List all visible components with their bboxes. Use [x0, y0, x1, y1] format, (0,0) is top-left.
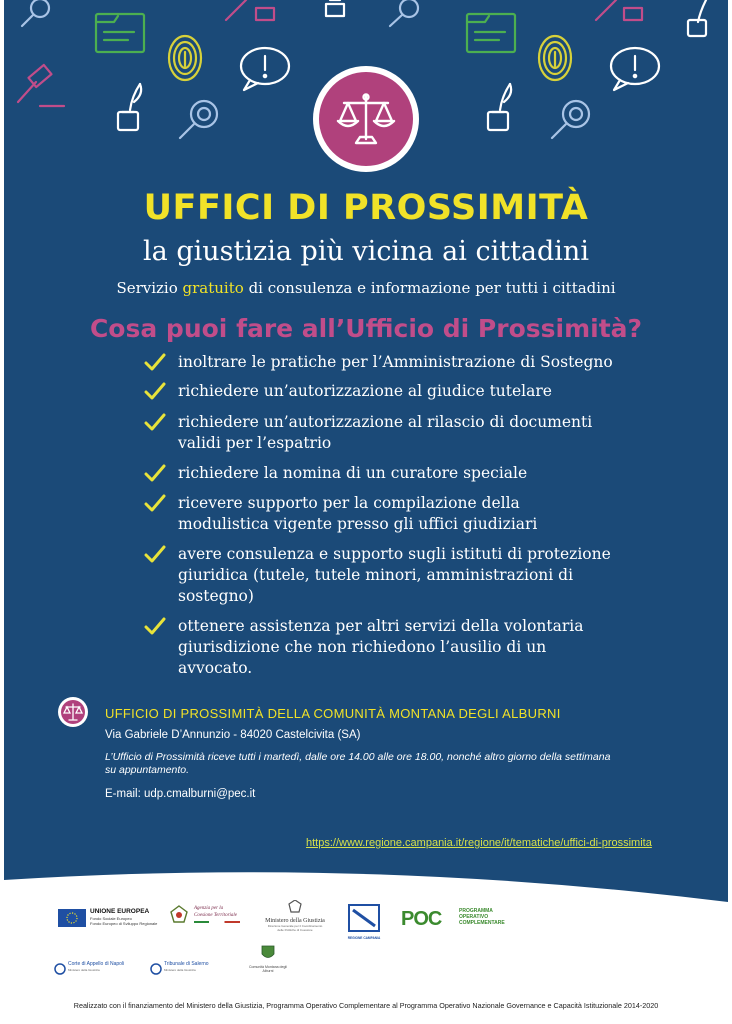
magnifier-fingerprint-icon-right [552, 101, 589, 138]
corte-appello-name: Corte di Appello di Napoli [68, 961, 125, 967]
check-icon [144, 494, 166, 514]
check-icon [144, 353, 166, 373]
ministry-sub2: delle Politiche di Coesione [277, 928, 313, 932]
inkpot-icon [256, 8, 274, 20]
list-item [144, 616, 624, 679]
eu-flag-icon [58, 909, 86, 927]
tribunale-sub: Ministero della Giustizia [164, 968, 196, 972]
service-suffix: di consulenza e informazione per tutti i cittadini [243, 279, 616, 297]
italy-emblem-icon [170, 905, 188, 925]
magnifier-icon [22, 0, 49, 26]
eu-title: UNIONE EUROPEA [90, 908, 150, 915]
list-item-text: ottenere assistenza per altri servizi della volontaria [178, 617, 584, 635]
poster [4, 0, 728, 1024]
list-item-text: sostegno) [178, 587, 254, 605]
office-title: UFFICIO DI PROSSIMITÀ DELLA COMUNITÀ MONTANA DEGLI ALBURNI [105, 706, 561, 721]
services-list [144, 352, 624, 679]
eu-sub2: Fondo Europeo di Sviluppo Regionale [90, 921, 158, 926]
regione-link[interactable]: https://www.regione.campania.it/regione/it/tematiche/uffici-di-prossimita [306, 837, 652, 849]
folder-icon-right [467, 14, 515, 52]
poc-wordmark: POC [401, 908, 442, 930]
fingerprint-icon [169, 36, 201, 80]
magnifier-icon-right [390, 0, 418, 26]
list-item-text: giuridica (tutele, tutele minori, amministrazioni di [178, 566, 574, 584]
regione-campania-logo [347, 904, 381, 940]
office-hours-line1: L’Ufficio di Prossimità riceve tutti i martedì, dalle ore 14.00 alle ore 18.00, nonché altro giorno della settimana [105, 751, 611, 763]
corte-appello-emblem-icon [54, 963, 66, 975]
poc-logo [401, 908, 505, 931]
ministry-logo [260, 899, 330, 932]
section-question: Cosa puoi fare all’Ufficio di Prossimità? [89, 314, 643, 343]
list-item-text: ricevere supporto per la compilazione della [178, 494, 520, 512]
office-address: Via Gabriele D’Annunzio - 84020 Castelcivita (SA) [105, 729, 361, 741]
logos-strip [4, 895, 728, 995]
corte-appello-sub: Ministero della Giustizia [68, 968, 100, 972]
poc-line3: COMPLEMENTARE [459, 920, 505, 926]
agency-line2: Coesione Territoriale [194, 913, 238, 918]
agency-line1: Agenzia per la [194, 906, 224, 911]
quill-icon [118, 84, 141, 130]
pen-icon-right [596, 0, 642, 20]
service-prefix: Servizio [116, 279, 183, 297]
scales-badge [313, 66, 419, 172]
list-item [144, 463, 624, 484]
quill-icon-corner [688, 0, 706, 36]
list-item [144, 544, 624, 607]
list-item-text: validi per l’espatrio [178, 434, 332, 452]
eu-sub1: Fondo Sociale Europeo [90, 916, 132, 921]
folder-icon [96, 14, 144, 52]
fingerprint-icon-right [539, 36, 571, 80]
funding-note: Realizzato con il finanziamento del Ministero della Giustizia, Programma Operativo Complementare al Programma Operativo Nazionale Governance e Capacità Istituzionale 2014-2020 [73, 1001, 659, 1010]
list-item-text: richiedere un’autorizzazione al giudice tutelare [178, 382, 552, 400]
eu-logo [58, 908, 158, 931]
service-line [4, 279, 728, 297]
poc-line1: PROGRAMMA [459, 908, 493, 914]
comunita-line1: Comunità Montana degli [249, 965, 287, 969]
office-email[interactable]: E-mail: udp.cmalburni@pec.it [105, 788, 256, 800]
check-icon [144, 413, 166, 433]
list-item-text: giurisdizione che non richiedono l’ausilio di un [178, 638, 547, 656]
list-item [144, 381, 624, 402]
comunita-line2: Alburni [262, 969, 274, 973]
check-icon [144, 464, 166, 484]
ministry-name: Ministero della Giustizia [265, 918, 325, 924]
check-icon [144, 382, 166, 402]
check-icon [144, 545, 166, 565]
tribunale-logo [150, 960, 230, 979]
stamp-icon [326, 0, 344, 16]
list-item-text: avere consulenza e supporto sugli istituti di protezione [178, 545, 611, 563]
office-scales-icon [58, 697, 88, 727]
list-item-text: modulistica vigente presso gli uffici giudiziari [178, 515, 538, 533]
list-item [144, 493, 624, 535]
poster-title: UFFICI DI PROSSIMITÀ [143, 188, 589, 228]
office-hours [105, 751, 615, 777]
poster-subtitle: la giustizia più vicina ai cittadini [143, 236, 589, 267]
gavel-icon [18, 65, 64, 106]
tribunale-name: Tribunale di Salerno [164, 961, 209, 967]
speech-bubble-icon-right [611, 48, 659, 90]
list-item-text: inoltrare le pratiche per l’Amministrazione di Sostegno [178, 353, 613, 371]
service-highlight: gratuito [182, 279, 244, 297]
pen-icon [226, 0, 246, 20]
speech-bubble-icon [241, 48, 289, 90]
ministry-emblem-icon [288, 900, 302, 914]
ministry-sub1: Direzione Generale per il Coordinamento [267, 924, 323, 928]
agency-logo [170, 905, 238, 929]
office-hours-line2: su appuntamento. [105, 764, 190, 776]
comunita-montana-logo [240, 945, 296, 973]
list-item [144, 412, 624, 454]
list-item [144, 352, 624, 373]
magnifier-fingerprint-icon [180, 101, 217, 138]
comunita-shield-icon [261, 945, 275, 961]
corte-appello-logo [54, 960, 144, 979]
quill-icon-right [488, 84, 511, 130]
check-icon [144, 617, 166, 637]
scales-of-justice-icon [336, 89, 396, 149]
list-item-text: richiedere un’autorizzazione al rilascio di documenti [178, 413, 593, 431]
poc-line2: OPERATIVO [459, 914, 489, 920]
list-item-text: richiedere la nomina di un curatore speciale [178, 464, 528, 482]
list-item-text: avvocato. [178, 659, 253, 677]
tribunale-emblem-icon [150, 963, 162, 975]
regione-shield-icon [347, 904, 381, 932]
regione-label: REGIONE CAMPANIA [347, 936, 381, 940]
